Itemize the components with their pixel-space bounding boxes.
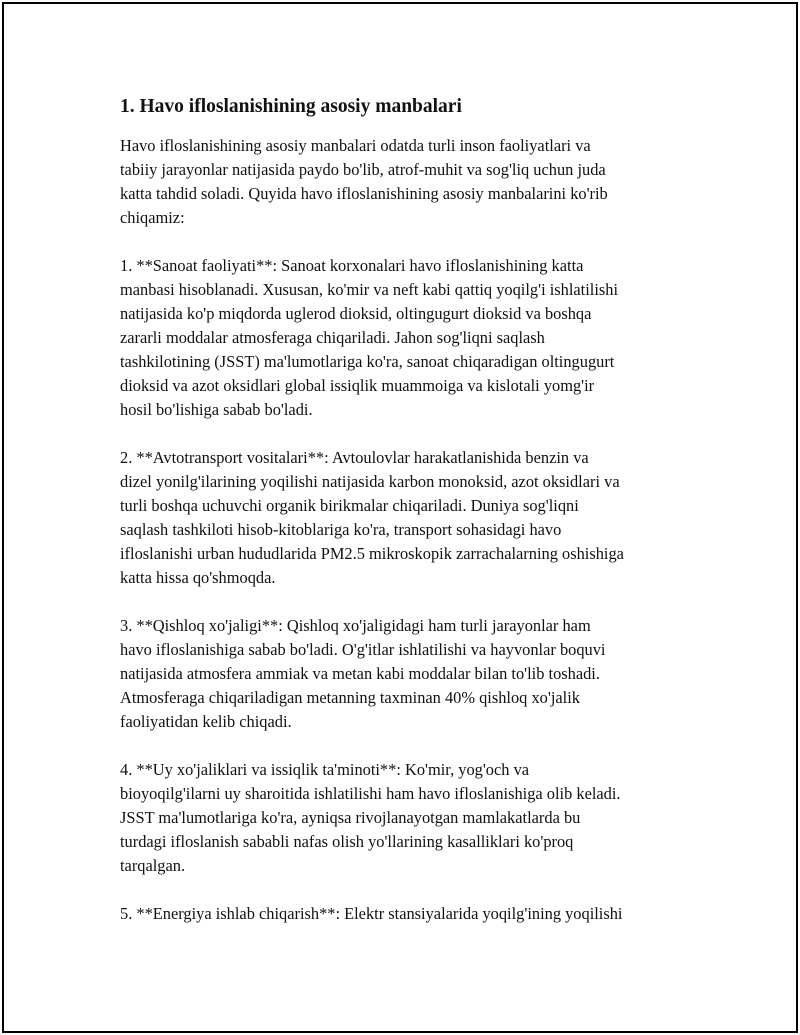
paragraph-transport: 2. **Avtotransport vositalari**: Avtoulovlar harakatlanishida benzin va dizel yonilg'ilarining yoqilishi natijasida karbon monoksid, azot oksidlari va turli boshqa uchuvchi organik birikmalar chiqariladi. Duniya sog'liqni saqlash tashkiloti hisob-kitoblariga ko'ra, transport sohasidagi havo ifloslanishi urban hududlarida PM2.5 mikroskopik zarrachalarning oshishiga katta hissa qo'shmoqda. bbox=[120, 448, 624, 587]
document-body bbox=[120, 94, 700, 950]
document-title: 1. Havo ifloslanishining asosiy manbalari bbox=[120, 96, 462, 117]
paragraph-households: 4. **Uy xo'jaliklari va issiqlik ta'minoti**: Ko'mir, yog'och va bioyoqilg'ilarni uy sharoitida ishlatilishi ham havo ifloslanishiga olib keladi. JSST ma'lumotlariga ko'ra, ayniqsa rivojlanayotgan mamlakatlarda bu turdagi ifloslanish sababli nafas olish yo'llarining kasalliklari ko'proq tarqalgan. bbox=[120, 760, 621, 875]
intro-paragraph: Havo ifloslanishining asosiy manbalari odatda turli inson faoliyatlari va tabiiy jarayonlar natijasida paydo bo'lib, atrof-muhit va sog'liq uchun juda katta tahdid soladi. Quyida havo ifloslanishining asosiy manbalarini ko'rib chiqamiz: bbox=[120, 136, 608, 227]
paragraph-energy: 5. **Energiya ishlab chiqarish**: Elektr stansiyalarida yoqilg'ining yoqilishi bbox=[120, 904, 623, 923]
paragraph-agriculture: 3. **Qishloq xo'jaligi**: Qishloq xo'jaligidagi ham turli jarayonlar ham havo ifloslanishiga sabab bo'ladi. O'g'itlar ishlatilishi va hayvonlar boquvi natijasida atmosfera ammiak va metan kabi moddalar bilan to'lib toshadi. Atmosferaga chiqariladigan metanning taxminan 40% qishloq xo'jalik faoliyatidan kelib chiqadi. bbox=[120, 616, 606, 731]
document-page bbox=[2, 2, 798, 1033]
paragraph-industry: 1. **Sanoat faoliyati**: Sanoat korxonalari havo ifloslanishining katta manbasi hisoblanadi. Xususan, ko'mir va neft kabi qattiq yoqilg'i ishlatilishi natijasida ko'p miqdorda uglerod dioksid, oltingugurt dioksid va boshqa zararli moddalar atmosferaga chiqariladi. Jahon sog'liqni saqlash tashkilotining (JSST) ma'lumotlariga ko'ra, sanoat chiqaradigan oltingugurt dioksid va azot oksidlari global issiqlik muammoiga va kislotali yomg'ir hosil bo'lishiga sabab bo'ladi. bbox=[120, 256, 619, 419]
